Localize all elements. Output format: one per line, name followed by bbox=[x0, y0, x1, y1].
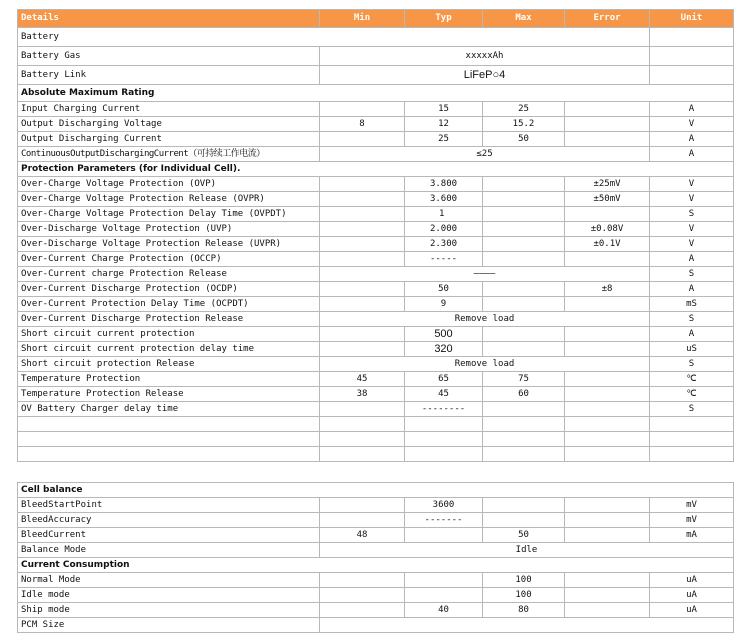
row-label: OV Battery Charger delay time bbox=[18, 402, 320, 417]
table-row bbox=[18, 498, 734, 513]
row-label: ContinuousOutputDischargingCurrent（可持续工作电流） bbox=[18, 147, 320, 162]
header-min: Min bbox=[320, 10, 405, 28]
cell-typ: ------- bbox=[405, 513, 483, 528]
row-label: Normal Mode bbox=[18, 573, 320, 588]
section-row bbox=[18, 558, 734, 573]
row-label: Over-Charge Voltage Protection (OVP) bbox=[18, 177, 320, 192]
table-row bbox=[18, 177, 734, 192]
cell-unit: mS bbox=[650, 297, 734, 312]
table-row bbox=[18, 117, 734, 132]
cell-typ: ≤25 bbox=[320, 147, 650, 162]
row-label: BleedAccuracy bbox=[18, 513, 320, 528]
cell-typ: Remove load bbox=[320, 357, 650, 372]
table-row bbox=[18, 543, 734, 558]
table-row bbox=[18, 282, 734, 297]
cell-min: 38 bbox=[320, 387, 405, 402]
row-label: Over-Discharge Voltage Protection Release (UVPR) bbox=[18, 237, 320, 252]
cell-typ: 3600 bbox=[405, 498, 483, 513]
table-row bbox=[18, 147, 734, 162]
row-label: Temperature Protection bbox=[18, 372, 320, 387]
section-heading: Absolute Maximum Rating bbox=[18, 85, 734, 102]
cell-typ: 2.000 bbox=[405, 222, 483, 237]
header-typ: Typ bbox=[405, 10, 483, 28]
row-label: Output Discharging Voltage bbox=[18, 117, 320, 132]
table-row bbox=[18, 327, 734, 342]
row-label: Balance Mode bbox=[18, 543, 320, 558]
section-row bbox=[18, 85, 734, 102]
table-row bbox=[18, 297, 734, 312]
cell-unit: S bbox=[650, 402, 734, 417]
cell-max: 75 bbox=[483, 372, 565, 387]
cell-typ: 50 bbox=[405, 282, 483, 297]
cell-typ: 320 bbox=[405, 342, 483, 357]
cell-unit: V bbox=[650, 177, 734, 192]
table-row bbox=[18, 267, 734, 282]
table-row bbox=[18, 252, 734, 267]
cell-unit: mV bbox=[650, 513, 734, 528]
cell-unit: V bbox=[650, 117, 734, 132]
header-max: Max bbox=[483, 10, 565, 28]
table-row bbox=[18, 66, 734, 85]
cell-typ: 25 bbox=[405, 132, 483, 147]
cell-typ: 9 bbox=[405, 297, 483, 312]
row-label: Battery Gas bbox=[18, 47, 320, 66]
empty-row bbox=[18, 432, 734, 447]
table-row bbox=[18, 588, 734, 603]
row-label: Battery Link bbox=[18, 66, 320, 85]
table-row bbox=[18, 207, 734, 222]
header-error: Error bbox=[565, 10, 650, 28]
section-row bbox=[18, 483, 734, 498]
cell-unit: A bbox=[650, 147, 734, 162]
row-label: Over-Current charge Protection Release bbox=[18, 267, 320, 282]
cell-unit: uA bbox=[650, 573, 734, 588]
cell-unit: V bbox=[650, 222, 734, 237]
row-label: Short circuit current protection delay time bbox=[18, 342, 320, 357]
row-label: Temperature Protection Release bbox=[18, 387, 320, 402]
cell-unit: ℃ bbox=[650, 387, 734, 402]
cell-min: 48 bbox=[320, 528, 405, 543]
row-label: Over-Current Discharge Protection Release bbox=[18, 312, 320, 327]
row-label: Over-Discharge Voltage Protection (UVP) bbox=[18, 222, 320, 237]
cell-unit: A bbox=[650, 252, 734, 267]
cell-unit: V bbox=[650, 192, 734, 207]
empty-row bbox=[18, 447, 734, 462]
cell-unit: S bbox=[650, 357, 734, 372]
cell-max: 60 bbox=[483, 387, 565, 402]
cell-max: 50 bbox=[483, 132, 565, 147]
section-heading: Protection Parameters (for Individual Cell). bbox=[18, 162, 734, 177]
cell-max: 15.2 bbox=[483, 117, 565, 132]
row-label: Over-Current Protection Delay Time (OCPDT) bbox=[18, 297, 320, 312]
cell-unit: A bbox=[650, 282, 734, 297]
cell-min: 45 bbox=[320, 372, 405, 387]
cell-typ: Remove load bbox=[320, 312, 650, 327]
table-row bbox=[18, 513, 734, 528]
table-row bbox=[18, 402, 734, 417]
row-label: PCM Size bbox=[18, 618, 320, 633]
row-label: Idle mode bbox=[18, 588, 320, 603]
cell-unit: S bbox=[650, 207, 734, 222]
cell-unit: uA bbox=[650, 588, 734, 603]
cell-max: 100 bbox=[483, 573, 565, 588]
cell-unit: A bbox=[650, 102, 734, 117]
cell-typ: Idle bbox=[320, 543, 734, 558]
cell-typ: 15 bbox=[405, 102, 483, 117]
cell-typ: 45 bbox=[405, 387, 483, 402]
cell-typ: -------- bbox=[405, 402, 483, 417]
table-row bbox=[18, 192, 734, 207]
empty-row bbox=[18, 417, 734, 432]
row-label: Short circuit protection Release bbox=[18, 357, 320, 372]
row-label: Ship mode bbox=[18, 603, 320, 618]
cell-unit: A bbox=[650, 132, 734, 147]
cell-unit: ℃ bbox=[650, 372, 734, 387]
section-heading: Current Consumption bbox=[18, 558, 734, 573]
cell-unit: S bbox=[650, 267, 734, 282]
specs-table bbox=[17, 9, 734, 462]
cell-typ: 40 bbox=[405, 603, 483, 618]
cell-typ: 500 bbox=[405, 327, 483, 342]
cell-typ: 3.600 bbox=[405, 192, 483, 207]
cell-typ: 3.800 bbox=[405, 177, 483, 192]
row-label: Over-Current Discharge Protection (OCDP) bbox=[18, 282, 320, 297]
table-row bbox=[18, 342, 734, 357]
table-row bbox=[18, 102, 734, 117]
table-header-row bbox=[18, 10, 734, 28]
cell-unit: mV bbox=[650, 498, 734, 513]
table-row bbox=[18, 237, 734, 252]
cell-error: ±0.08V bbox=[565, 222, 650, 237]
table-row bbox=[18, 312, 734, 327]
table-row bbox=[18, 387, 734, 402]
cell-error: ±0.1V bbox=[565, 237, 650, 252]
cell-max: 25 bbox=[483, 102, 565, 117]
section-row bbox=[18, 162, 734, 177]
cell-typ: 65 bbox=[405, 372, 483, 387]
table-row bbox=[18, 618, 734, 633]
row-label: Short circuit current protection bbox=[18, 327, 320, 342]
cell-error: ±50mV bbox=[565, 192, 650, 207]
header-unit: Unit bbox=[650, 10, 734, 28]
cell-unit: mA bbox=[650, 528, 734, 543]
section-heading: Cell balance bbox=[18, 483, 734, 498]
cell-max: 80 bbox=[483, 603, 565, 618]
table-row bbox=[18, 132, 734, 147]
table-row bbox=[18, 28, 734, 47]
cell-unit: V bbox=[650, 237, 734, 252]
table-row bbox=[18, 528, 734, 543]
table-row bbox=[18, 603, 734, 618]
cell-unit: uA bbox=[650, 603, 734, 618]
cell-value: xxxxxAh bbox=[320, 47, 650, 66]
table-row bbox=[18, 573, 734, 588]
row-label: Over-Charge Voltage Protection Delay Time (OVPDT) bbox=[18, 207, 320, 222]
row-label: Over-Current Charge Protection (OCCP) bbox=[18, 252, 320, 267]
row-label: Over-Charge Voltage Protection Release (OVPR) bbox=[18, 192, 320, 207]
cell-unit: A bbox=[650, 327, 734, 342]
cell-typ: 2.300 bbox=[405, 237, 483, 252]
table-row bbox=[18, 372, 734, 387]
cell-error: ±8 bbox=[565, 282, 650, 297]
cell-max: 50 bbox=[483, 528, 565, 543]
cell-balance-table bbox=[17, 482, 734, 633]
row-label: BleedStartPoint bbox=[18, 498, 320, 513]
table-row bbox=[18, 357, 734, 372]
cell-unit: S bbox=[650, 312, 734, 327]
table-row bbox=[18, 47, 734, 66]
row-label: BleedCurrent bbox=[18, 528, 320, 543]
cell-value: LiFeP○4 bbox=[320, 66, 650, 85]
cell-typ: 1 bbox=[405, 207, 483, 222]
cell-error: ±25mV bbox=[565, 177, 650, 192]
cell-max: 100 bbox=[483, 588, 565, 603]
cell-typ: ----- bbox=[405, 252, 483, 267]
header-details: Details bbox=[18, 10, 320, 28]
table-row bbox=[18, 222, 734, 237]
row-label: Input Charging Current bbox=[18, 102, 320, 117]
cell-min: 8 bbox=[320, 117, 405, 132]
row-label: Battery bbox=[18, 28, 650, 47]
cell-typ: 12 bbox=[405, 117, 483, 132]
cell-unit: uS bbox=[650, 342, 734, 357]
cell-typ: ———— bbox=[320, 267, 650, 282]
row-label: Output Discharging Current bbox=[18, 132, 320, 147]
